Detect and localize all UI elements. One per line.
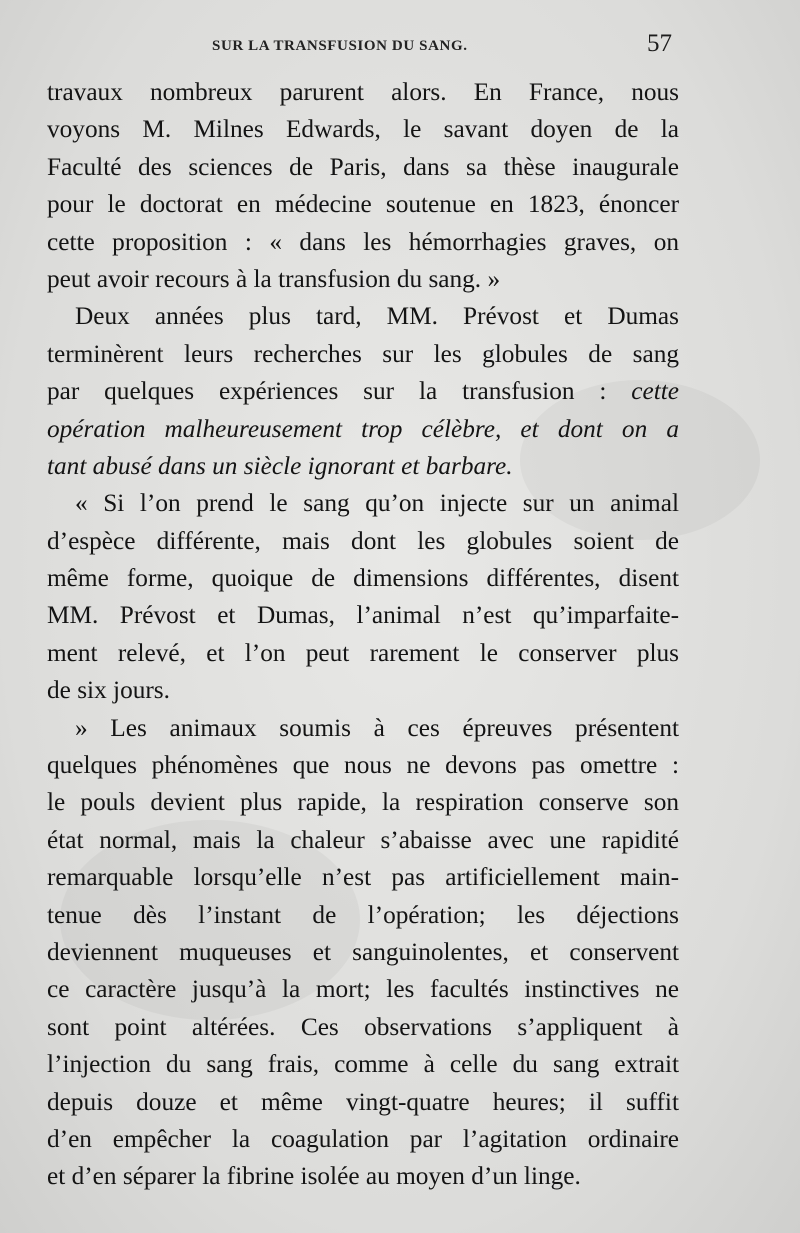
text-line: travaux nombreux parurent alors. En France, nous bbox=[47, 78, 679, 106]
text-line: et d’en séparer la fibrine isolée au moyen d’un linge. bbox=[47, 1162, 581, 1191]
text-line: « Si l’on prend le sang qu’on injecte sur un animal bbox=[75, 489, 679, 518]
text-line: remarquable lorsqu’elle n’est pas artificiellement main- bbox=[47, 863, 679, 892]
text-line-mixed bbox=[47, 373, 679, 410]
text-line: de six jours. bbox=[47, 676, 170, 705]
text-line: voyons M. Milnes Edwards, le savant doyen de la bbox=[47, 115, 679, 144]
text-line: pour le doctorat en médecine soutenue en 1823, énoncer bbox=[47, 190, 679, 219]
page-number: 57 bbox=[647, 30, 672, 57]
text-line: sont point altérées. Ces observations s’appliquent à bbox=[47, 1012, 679, 1041]
text-line: » Les animaux soumis à ces épreuves présentent bbox=[75, 713, 679, 742]
text-span: par quelques expériences sur la transfusion : bbox=[47, 377, 632, 406]
italic-span: cette bbox=[631, 377, 679, 406]
text-line: deviennent muqueuses et sanguinolentes, et conservent bbox=[47, 937, 679, 966]
text-line: état normal, mais la chaleur s’abaisse avec une rapidité bbox=[47, 825, 679, 854]
text-line: d’en empêcher la coagulation par l’agitation ordinaire bbox=[47, 1124, 679, 1153]
text-line: terminèrent leurs recherches sur les globules de sang bbox=[47, 339, 679, 368]
text-line: tenue dès l’instant de l’opération; les déjections bbox=[47, 900, 679, 929]
text-line: Faculté des sciences de Paris, dans sa thèse inaugurale bbox=[47, 152, 679, 181]
text-line: MM. Prévost et Dumas, l’animal n’est qu’imparfaite- bbox=[47, 601, 679, 630]
page-header bbox=[0, 26, 800, 66]
text-line: le pouls devient plus rapide, la respiration conserve son bbox=[47, 788, 679, 817]
text-line: même forme, quoique de dimensions différentes, disent bbox=[47, 564, 679, 593]
text-line: depuis douze et même vingt-quatre heures; il suffit bbox=[47, 1087, 679, 1116]
text-line: ce caractère jusqu’à la mort; les facultés instinctives ne bbox=[47, 975, 679, 1004]
text-line-italic: opération malheureusement trop célèbre, et dont on a bbox=[47, 414, 679, 443]
text-line: cette proposition : « dans les hémorrhagies graves, on bbox=[47, 227, 679, 256]
text-line-italic: tant abusé dans un siècle ignorant et barbare. bbox=[47, 451, 513, 480]
text-line: Deux années plus tard, MM. Prévost et Dumas bbox=[75, 302, 679, 331]
text-line: quelques phénomènes que nous ne devons pas omettre : bbox=[47, 751, 679, 780]
text-line: d’espèce différente, mais dont les globules soient de bbox=[47, 526, 679, 555]
body-text bbox=[47, 74, 679, 1196]
text-line: peut avoir recours à la transfusion du sang. » bbox=[47, 264, 501, 293]
running-title: SUR LA TRANSFUSION DU SANG. bbox=[212, 38, 468, 54]
text-line: ment relevé, et l’on peut rarement le conserver plus bbox=[47, 638, 679, 667]
text-line: l’injection du sang frais, comme à celle du sang extrait bbox=[47, 1050, 679, 1079]
